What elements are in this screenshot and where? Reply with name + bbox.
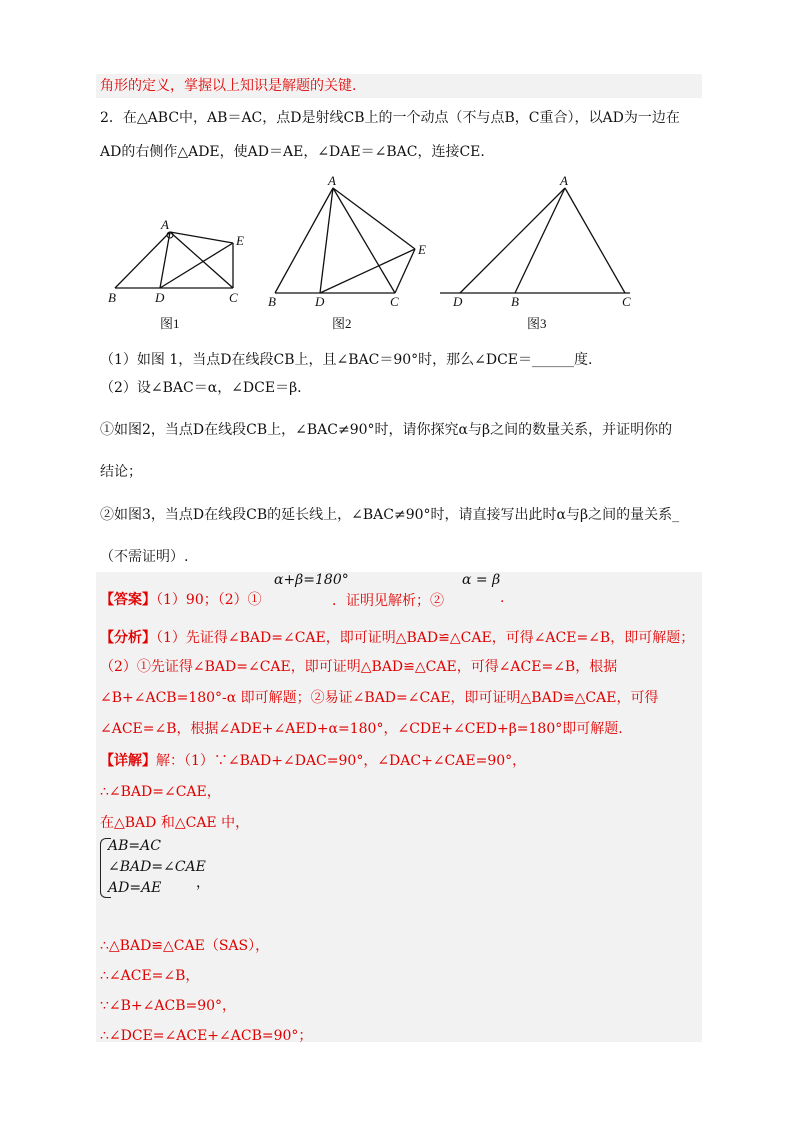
fig3-label-C: C (622, 294, 631, 309)
fig2-seg-CE (395, 249, 415, 293)
analysis-tag: 【分析】 (100, 630, 156, 646)
fig2-label-D: D (315, 294, 325, 309)
system-eq-3: AD=AE (108, 880, 162, 896)
fig2-caption: 图2 (332, 316, 352, 331)
analysis-line-2: （2）①先证得∠BAD=∠CAE，即可证明△BAD≌△CAE，可得∠ACE=∠B，根据 (100, 659, 618, 675)
fig1-label-A: A (161, 217, 169, 232)
detail-text-1: 解：（1）∵∠BAD+∠DAC=90°，∠DAC+∠CAE=90°， (156, 753, 527, 769)
fig2-label-E: E (418, 242, 426, 257)
top-note: 角形的定义，掌握以上知识是解题的关键. (100, 78, 357, 94)
fig2-seg-AC (333, 188, 395, 293)
question-2b-line-1: ②如图3，当点D在线段CB的延长线上，∠BAC≠90°时，请直接写出此时α与β之间的量关系_ (100, 507, 680, 523)
fig1-seg-AC (170, 232, 233, 288)
fig2-seg-AD (320, 188, 333, 293)
question-2a-line-2: 结论； (100, 464, 142, 480)
problem-line-1: 2．在△ABC中，AB＝AC，点D是射线CB上的一个动点（不与点B，C重合），以AD为一边在 (100, 110, 680, 126)
detail-line-2: ∴∠BAD=∠CAE， (100, 784, 221, 800)
detail-line-6: ∵∠B+∠ACB=90°， (100, 998, 237, 1014)
detail-line-7: ∴∠DCE=∠ACE+∠ACB=90°； (100, 1028, 313, 1044)
problem-line-2: AD的右侧作△ADE，使AD＝AE，∠DAE＝∠BAC，连接CE. (100, 144, 485, 160)
fig1-seg-DE (160, 243, 233, 288)
analysis-text-1: （1）先证得∠BAD=∠CAE，即可证明△BAD≌△CAE，可得∠ACE=∠B，即可解题； (156, 630, 695, 646)
detail-line-1 (100, 751, 702, 771)
detail-line-4: ∴△BAD≌△CAE（SAS）， (100, 938, 270, 954)
fig1-caption: 图1 (160, 316, 180, 331)
fig3-label-A: A (560, 173, 568, 188)
system-comma: ， (196, 875, 210, 891)
detail-line-3: 在△BAD 和△CAE 中， (100, 815, 250, 831)
detail-tag: 【详解】 (100, 753, 156, 769)
fig3-seg-AC (565, 188, 625, 293)
figures (100, 168, 660, 338)
question-2a-line-1: ①如图2，当点D在线段CB上，∠BAC≠90°时，请你探究α与β之间的数量关系，并证明你的 (100, 422, 673, 438)
answer-part1: （1）90；（2）① (156, 592, 262, 608)
system-eq-2: ∠BAD=∠CAE (108, 859, 206, 875)
fig1-label-C: C (229, 290, 238, 305)
detail-line-5: ∴∠ACE=∠B， (100, 968, 200, 984)
fig2-seg-AE (333, 188, 415, 249)
fig1-seg-AE (170, 232, 233, 243)
fig1-label-E: E (236, 233, 244, 248)
analysis-line-1 (100, 628, 702, 648)
answer-eq1: α+β=180° (274, 572, 349, 588)
question-1: （1）如图 1，当点D在线段CB上，且∠BAC＝90°时，那么∠DCE＝______度. (100, 352, 593, 368)
answer-mid: ．证明见解析；② (332, 593, 444, 609)
fig3-label-B: B (511, 294, 519, 309)
fig2-seg-AB (275, 188, 333, 293)
fig2-label-A: A (328, 173, 336, 188)
fig3-caption: 图3 (527, 316, 547, 331)
fig1-label-B: B (108, 290, 116, 305)
answer-eq2: α = β (462, 572, 501, 588)
fig3-seg-AB (515, 188, 565, 293)
analysis-line-3: ∠B+∠ACB=180°-α 即可解题；②易证∠BAD=∠CAE，即可证明△BAD≌△CAE，可得 (100, 690, 659, 706)
analysis-line-4: ∠ACE=∠B，根据∠ADE+∠AED+α=180°，∠CDE+∠CED+β=180°即可解题. (100, 721, 623, 737)
fig2-label-C: C (390, 294, 399, 309)
fig1-label-D: D (155, 290, 165, 305)
fig3-seg-AD (460, 188, 565, 293)
answer-tag: 【答案】 (100, 592, 156, 608)
system-eq-1: AB=AC (108, 838, 161, 854)
fig2-label-B: B (268, 294, 276, 309)
fig2-seg-DE (320, 249, 415, 293)
question-2: （2）设∠BAC＝α，∠DCE＝β. (100, 380, 302, 396)
answer-end: . (500, 590, 505, 606)
question-2b-line-2: （不需证明）. (100, 549, 189, 565)
fig3-label-D: D (453, 294, 463, 309)
